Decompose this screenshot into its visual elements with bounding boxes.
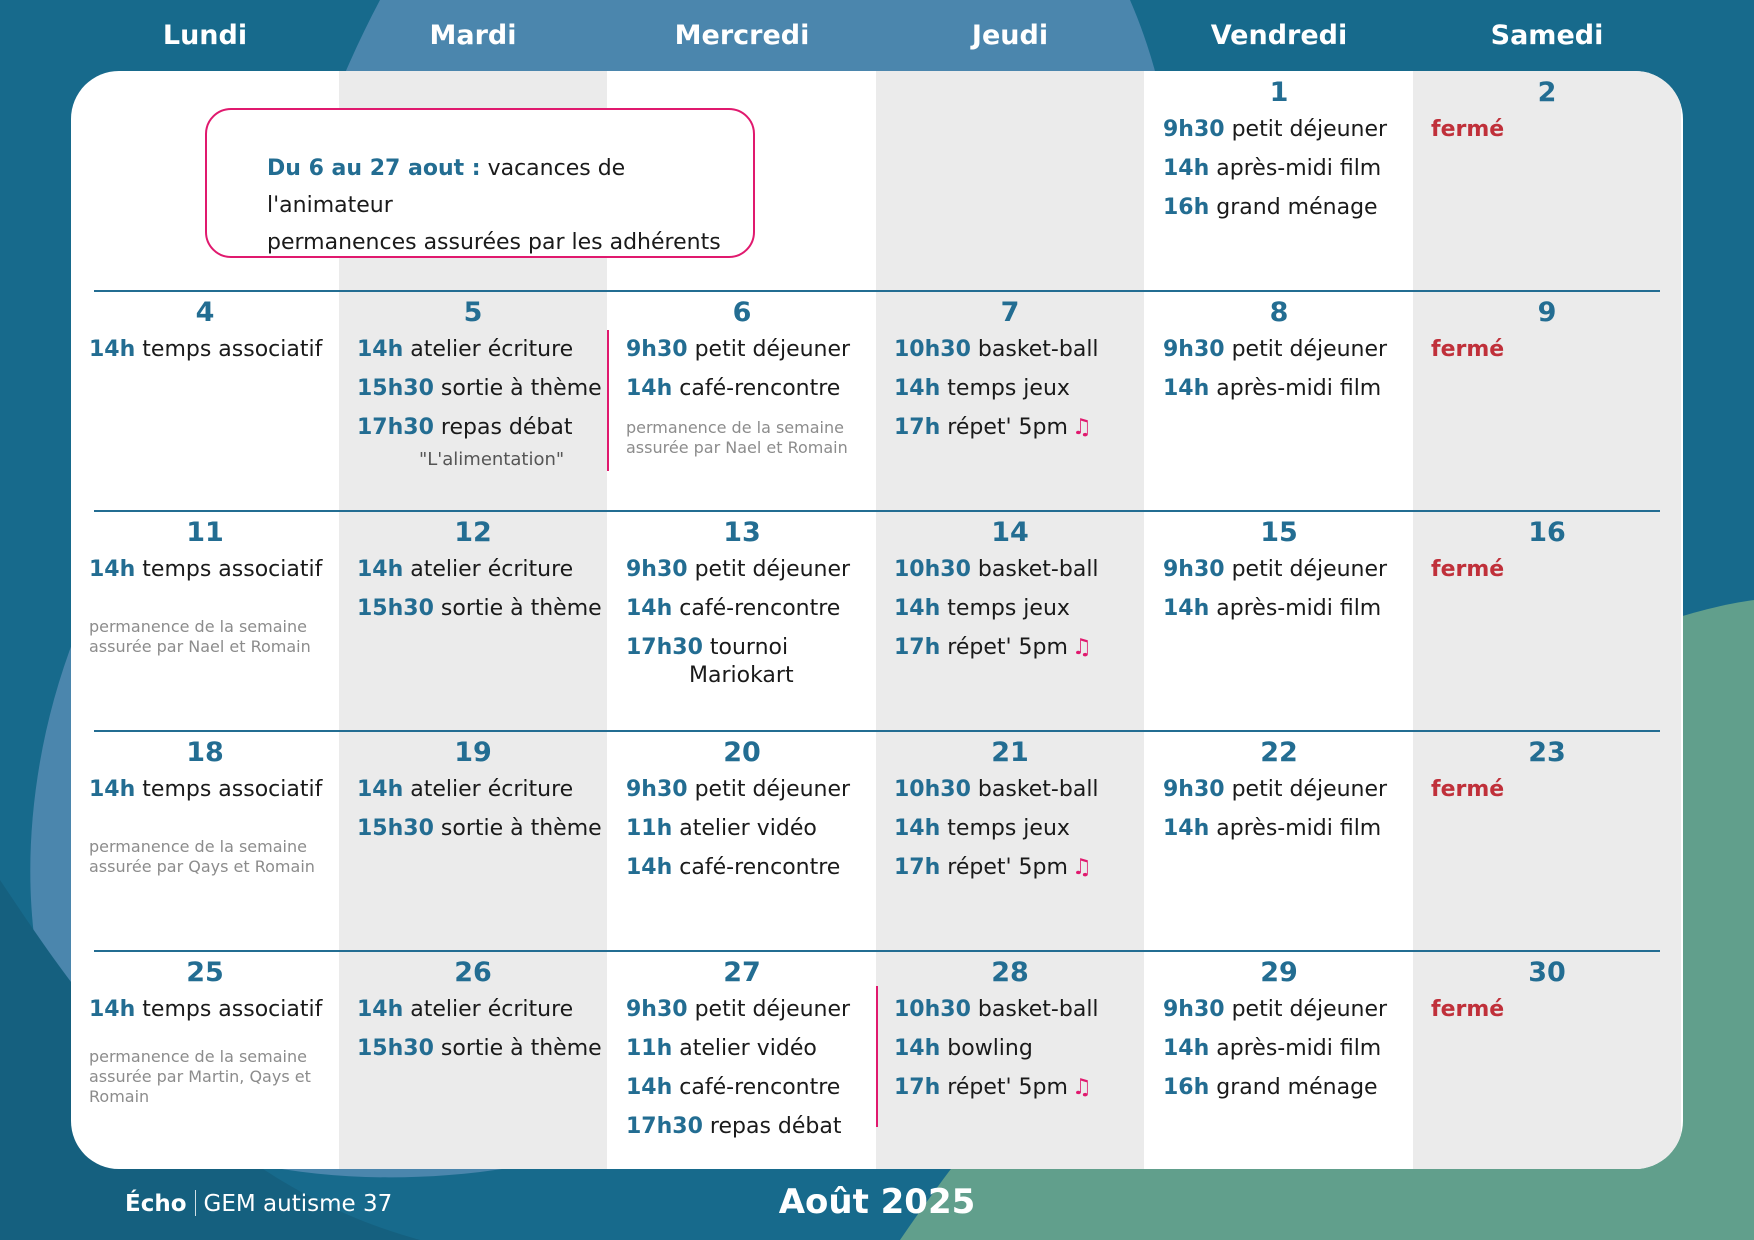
- event-label: repas débat: [440, 415, 573, 440]
- event-label: petit déjeuner: [694, 337, 851, 362]
- music-note-icon: ♫: [1071, 855, 1092, 880]
- event-time: 11h: [626, 1036, 673, 1061]
- event: [894, 1029, 1136, 1068]
- day-number: 9: [1537, 297, 1557, 328]
- day-number: 13: [723, 517, 761, 548]
- closed-label: fermé: [1431, 557, 1505, 582]
- event: [1163, 589, 1405, 628]
- day-header-vendredi: Vendredi: [1210, 20, 1348, 51]
- day-number: 28: [991, 957, 1029, 988]
- permanence-note: permanence de la semaine assurée par Nael et Romain: [89, 617, 311, 656]
- event-time: 14h: [1163, 816, 1210, 841]
- event: [626, 330, 868, 369]
- event-time: 14h: [357, 997, 404, 1022]
- event: [357, 369, 602, 408]
- event-time: 9h30: [1163, 997, 1225, 1022]
- music-note-icon: ♫: [1071, 415, 1092, 440]
- day-number: 27: [723, 957, 761, 988]
- event-time: 17h30: [626, 635, 703, 660]
- event-time: 14h: [357, 777, 404, 802]
- event-label: atelier écriture: [410, 557, 574, 582]
- day-number: 26: [454, 957, 492, 988]
- event: [894, 990, 1136, 1029]
- event-label: après-midi film: [1216, 156, 1382, 181]
- event-label: basket-ball: [977, 777, 1099, 802]
- event: [894, 589, 1136, 628]
- event: [626, 990, 868, 1029]
- day-cell-2: [1413, 71, 1681, 291]
- org-name: GEM autisme 37: [203, 1191, 393, 1217]
- event-label: bowling: [947, 1036, 1033, 1061]
- day-number: 14: [991, 517, 1029, 548]
- event-time: 14h: [894, 376, 941, 401]
- day-number: 21: [991, 737, 1029, 768]
- day-number: 25: [186, 957, 224, 988]
- event-label: après-midi film: [1216, 816, 1382, 841]
- event: [894, 550, 1136, 589]
- day-cell-5: [339, 291, 607, 511]
- day-cell-4: [71, 291, 339, 511]
- day-header-mardi: Mardi: [429, 20, 517, 51]
- event-time: 14h: [626, 596, 673, 621]
- event-time: 14h: [89, 337, 136, 362]
- month-title: Août 2025: [778, 1182, 976, 1222]
- event: [89, 990, 331, 1029]
- event-label: temps jeux: [947, 816, 1070, 841]
- closed-label: fermé: [1431, 337, 1505, 362]
- event-time: 14h: [357, 337, 404, 362]
- day-number: 30: [1528, 957, 1566, 988]
- event-time: 9h30: [1163, 557, 1225, 582]
- event-label-continued: Mariokart: [689, 663, 794, 688]
- event-time: 9h30: [1163, 337, 1225, 362]
- event: [894, 848, 1136, 887]
- event-label: basket-ball: [977, 337, 1099, 362]
- event-time: 14h: [894, 596, 941, 621]
- event: [357, 770, 599, 809]
- event-time: 14h: [89, 557, 136, 582]
- event-time: 17h: [894, 855, 941, 880]
- day-cell-14: [876, 511, 1144, 731]
- event-label: répet' 5pm: [947, 415, 1068, 440]
- event-label: répet' 5pm: [947, 1075, 1068, 1100]
- event: [357, 330, 599, 369]
- event-time: 14h: [1163, 156, 1210, 181]
- event: [1163, 1068, 1405, 1107]
- day-number: 18: [186, 737, 224, 768]
- event-label: petit déjeuner: [1231, 337, 1388, 362]
- event-label: atelier écriture: [410, 337, 574, 362]
- day-cell-22: [1145, 731, 1413, 951]
- event-label: basket-ball: [977, 557, 1099, 582]
- event-label: atelier écriture: [410, 997, 574, 1022]
- day-number: 8: [1269, 297, 1289, 328]
- event: [1163, 188, 1405, 227]
- footer-brand: [125, 1190, 392, 1217]
- music-note-icon: ♫: [1071, 1075, 1092, 1100]
- day-cell-8: [1145, 291, 1413, 511]
- event-label: temps associatif: [142, 557, 323, 582]
- event-label: sortie à thème: [440, 596, 602, 621]
- event-time: 14h: [1163, 376, 1210, 401]
- event: [1163, 149, 1405, 188]
- notice-dates: Du 6 au 27 aout :: [267, 156, 481, 181]
- day-number: 4: [195, 297, 215, 328]
- event-label: temps jeux: [947, 376, 1070, 401]
- event-label: sortie à thème: [440, 1036, 602, 1061]
- event: [626, 628, 868, 690]
- event-time: 15h30: [357, 596, 434, 621]
- event: [626, 369, 868, 408]
- day-cell-29: [1145, 951, 1413, 1169]
- closed-label: fermé: [1431, 117, 1505, 142]
- event-time: 14h: [1163, 1036, 1210, 1061]
- day-number: 1: [1269, 77, 1289, 108]
- event: [894, 770, 1136, 809]
- event-time: 10h30: [894, 557, 971, 582]
- day-cell-26: [339, 951, 607, 1169]
- day-cell-6: [608, 291, 876, 511]
- event-time: 9h30: [626, 777, 688, 802]
- event-time: 10h30: [894, 777, 971, 802]
- event-label: café-rencontre: [679, 596, 841, 621]
- event-time: 15h30: [357, 1036, 434, 1061]
- event-time: 14h: [894, 816, 941, 841]
- event: [894, 330, 1136, 369]
- permanence-note: permanence de la semaine assurée par Martin, Qays et Romain: [89, 1047, 311, 1106]
- event-time: 14h: [894, 1036, 941, 1061]
- day-number: 7: [1000, 297, 1020, 328]
- permanence-note: permanence de la semaine assurée par Nael et Romain: [626, 418, 848, 457]
- event-label: petit déjeuner: [1231, 777, 1388, 802]
- day-cell-9: [1413, 291, 1681, 511]
- event-label: tournoi: [709, 635, 789, 660]
- day-cell-19: [339, 731, 607, 951]
- day-cell-23: [1413, 731, 1681, 951]
- day-cell-18: [71, 731, 339, 951]
- event: [626, 550, 868, 589]
- event-time: 15h30: [357, 816, 434, 841]
- event: [626, 1068, 868, 1107]
- event-label: atelier vidéo: [679, 1036, 817, 1061]
- event-time: 15h30: [357, 376, 434, 401]
- event: [1163, 770, 1405, 809]
- closed-label: fermé: [1431, 777, 1505, 802]
- day-number: 2: [1537, 77, 1557, 108]
- event-label: sortie à thème: [440, 376, 602, 401]
- day-number: 19: [454, 737, 492, 768]
- day-header-lundi: Lundi: [162, 20, 248, 51]
- event-label: répet' 5pm: [947, 635, 1068, 660]
- event: [1163, 110, 1405, 149]
- event: [894, 369, 1136, 408]
- event-label: répet' 5pm: [947, 855, 1068, 880]
- closed-label: fermé: [1431, 997, 1505, 1022]
- event: [626, 589, 868, 628]
- day-header-samedi: Samedi: [1490, 20, 1604, 51]
- event-time: 14h: [89, 777, 136, 802]
- event-label: petit déjeuner: [1231, 997, 1388, 1022]
- event-time: 14h: [626, 1075, 673, 1100]
- day-cell-16: [1413, 511, 1681, 731]
- event-label: café-rencontre: [679, 855, 841, 880]
- event: [626, 809, 868, 848]
- event-label: petit déjeuner: [694, 557, 851, 582]
- event-time: 17h: [894, 1075, 941, 1100]
- event: [1163, 550, 1405, 589]
- day-cell-13: [608, 511, 876, 731]
- event-time: 14h: [357, 557, 404, 582]
- day-cell-1: [1145, 71, 1413, 291]
- event-time: 16h: [1163, 195, 1210, 220]
- event: [1163, 809, 1405, 848]
- event-time: 14h: [626, 376, 673, 401]
- event: [357, 408, 599, 447]
- event-time: 14h: [626, 855, 673, 880]
- event: [1163, 1029, 1405, 1068]
- event-label: petit déjeuner: [694, 997, 851, 1022]
- event-label: petit déjeuner: [1231, 557, 1388, 582]
- event: [894, 1068, 1136, 1107]
- event: [357, 990, 599, 1029]
- event-label: grand ménage: [1216, 195, 1378, 220]
- event-time: 14h: [89, 997, 136, 1022]
- day-cell-27: [608, 951, 876, 1169]
- event-time: 9h30: [1163, 117, 1225, 142]
- event-time: 17h30: [357, 415, 434, 440]
- day-cell-28: [876, 951, 1144, 1169]
- notice-text-2: permanences assurées par les adhérents: [267, 230, 721, 255]
- event: [626, 1029, 868, 1068]
- event-label: atelier vidéo: [679, 816, 817, 841]
- day-header-mercredi: Mercredi: [674, 20, 810, 51]
- event-time: 16h: [1163, 1075, 1210, 1100]
- day-number: 12: [454, 517, 492, 548]
- event-label: petit déjeuner: [1231, 117, 1388, 142]
- event: [357, 1029, 602, 1068]
- day-number: 15: [1260, 517, 1298, 548]
- event-label: petit déjeuner: [694, 777, 851, 802]
- event-label: basket-ball: [977, 997, 1099, 1022]
- event-label: repas débat: [709, 1114, 842, 1139]
- event-time: 9h30: [626, 557, 688, 582]
- day-number: 11: [186, 517, 224, 548]
- day-cell-21: [876, 731, 1144, 951]
- event: [89, 770, 331, 809]
- event-time: 10h30: [894, 997, 971, 1022]
- event-label: après-midi film: [1216, 376, 1382, 401]
- event: [894, 809, 1136, 848]
- event-label: temps jeux: [947, 596, 1070, 621]
- event: [626, 770, 868, 809]
- event-time: 17h30: [626, 1114, 703, 1139]
- event: [1163, 369, 1405, 408]
- event: [626, 1107, 868, 1146]
- day-number: 29: [1260, 957, 1298, 988]
- event-label: café-rencontre: [679, 1075, 841, 1100]
- event: [1163, 330, 1405, 369]
- event: [894, 628, 1136, 667]
- permanence-note: permanence de la semaine assurée par Qays et Romain: [89, 837, 315, 876]
- event-time: 10h30: [894, 337, 971, 362]
- event-time: 17h: [894, 635, 941, 660]
- vacation-notice: [205, 108, 755, 258]
- day-cell-30: [1413, 951, 1681, 1169]
- event: [89, 330, 331, 369]
- event-time: 11h: [626, 816, 673, 841]
- event-label: atelier écriture: [410, 777, 574, 802]
- day-cell-25: [71, 951, 339, 1169]
- day-number: 23: [1528, 737, 1566, 768]
- music-note-icon: ♫: [1071, 635, 1092, 660]
- event: [89, 550, 331, 589]
- event-time: 17h: [894, 415, 941, 440]
- day-cell-12: [339, 511, 607, 731]
- event-label: grand ménage: [1216, 1075, 1378, 1100]
- day-number: 22: [1260, 737, 1298, 768]
- notice-text-1: vacances de l'animateur: [267, 156, 626, 218]
- event-label: après-midi film: [1216, 1036, 1382, 1061]
- event-label: temps associatif: [142, 337, 323, 362]
- event-time: 14h: [1163, 596, 1210, 621]
- day-cell-11: [71, 511, 339, 731]
- day-number: 16: [1528, 517, 1566, 548]
- event-time: 9h30: [1163, 777, 1225, 802]
- calendar-card: [71, 71, 1683, 1169]
- event-label: après-midi film: [1216, 596, 1382, 621]
- day-header-jeudi: Jeudi: [971, 20, 1049, 51]
- event-label: sortie à thème: [440, 816, 602, 841]
- event: [1163, 990, 1405, 1029]
- day-cell-7: [876, 291, 1144, 511]
- event-time: 9h30: [626, 997, 688, 1022]
- day-number: 6: [732, 297, 752, 328]
- event-label: temps associatif: [142, 997, 323, 1022]
- day-number: 5: [463, 297, 483, 328]
- day-cell-15: [1145, 511, 1413, 731]
- event-label: café-rencontre: [679, 376, 841, 401]
- event: [357, 589, 602, 628]
- day-cell-20: [608, 731, 876, 951]
- event-subtitle: "L'alimentation": [419, 449, 565, 470]
- event: [357, 550, 599, 589]
- event-time: 9h30: [626, 337, 688, 362]
- brand-separator: [195, 1190, 196, 1216]
- event: [357, 809, 602, 848]
- brand-name: Écho: [125, 1191, 187, 1217]
- event: [626, 848, 868, 887]
- event-label: temps associatif: [142, 777, 323, 802]
- day-number: 20: [723, 737, 761, 768]
- event: [894, 408, 1136, 447]
